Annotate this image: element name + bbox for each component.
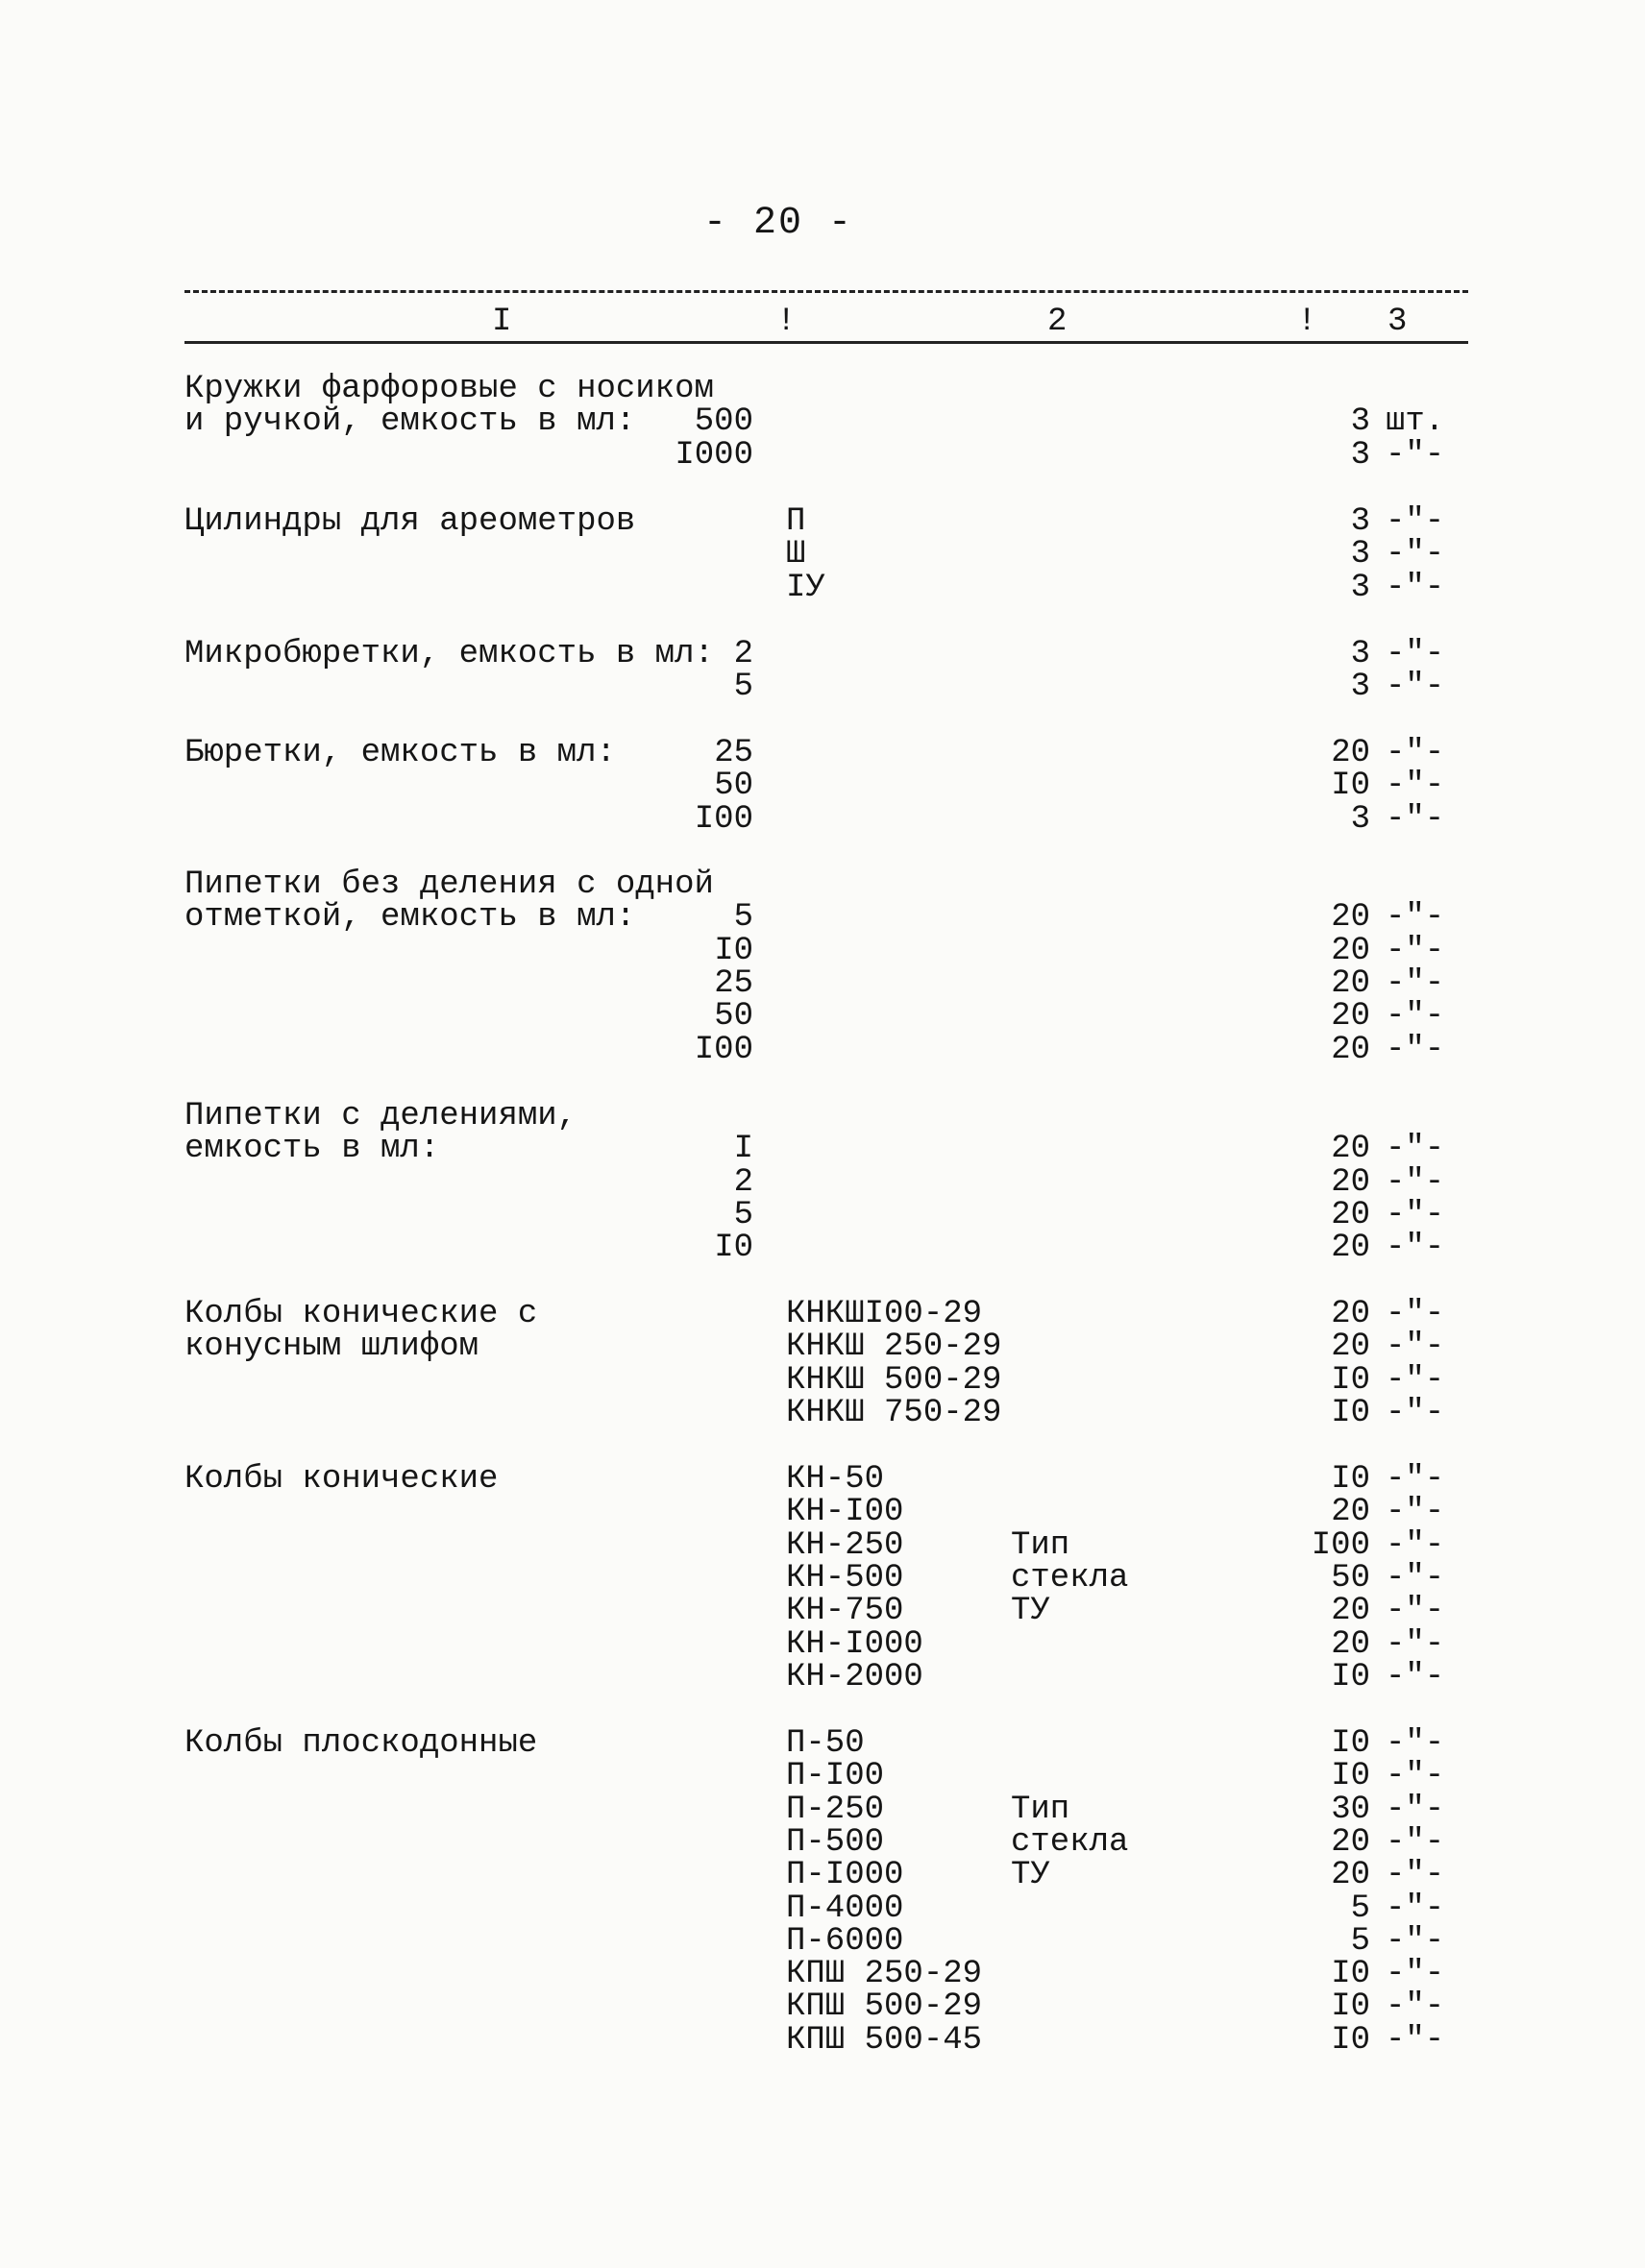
column-separator-1: ! bbox=[776, 304, 797, 340]
item-code: КН-750 bbox=[786, 1593, 904, 1630]
table-row bbox=[0, 1463, 1645, 1496]
unit: -"- bbox=[1386, 1559, 1445, 1597]
unit: -"- bbox=[1386, 1857, 1445, 1894]
column-header-2: 2 bbox=[1047, 304, 1068, 340]
item-code: П-I000 bbox=[786, 1857, 904, 1894]
quantity: 20 bbox=[1331, 1196, 1370, 1233]
unit: -"- bbox=[1386, 1361, 1445, 1399]
glass-type-note: Тип bbox=[1011, 1526, 1070, 1564]
quantity: 5 bbox=[1350, 1922, 1370, 1960]
unit: -"- bbox=[1386, 1329, 1445, 1366]
quantity: 20 bbox=[1331, 899, 1370, 937]
unit: -"- bbox=[1386, 1131, 1445, 1168]
table-row bbox=[0, 1131, 1645, 1168]
quantity: 20 bbox=[1331, 1494, 1370, 1531]
table-row bbox=[0, 1922, 1645, 1960]
glass-type-note: стекла bbox=[1011, 1559, 1129, 1597]
capacity-value: I00 bbox=[694, 800, 753, 838]
item-code: КН-250 bbox=[786, 1526, 904, 1564]
unit: -"- bbox=[1386, 569, 1445, 606]
quantity: 20 bbox=[1331, 1131, 1370, 1168]
table-row bbox=[0, 1559, 1645, 1597]
unit: -"- bbox=[1386, 1593, 1445, 1630]
quantity: I0 bbox=[1331, 1461, 1370, 1498]
unit: -"- bbox=[1386, 1988, 1445, 2026]
item-code: КПШ 500-45 bbox=[786, 2021, 983, 2059]
item-code: П bbox=[786, 503, 806, 540]
table-row bbox=[0, 1100, 1645, 1133]
unit: -"- bbox=[1386, 1196, 1445, 1233]
unit: -"- bbox=[1386, 1230, 1445, 1267]
item-name: отметкой, емкость в мл: bbox=[184, 899, 636, 937]
table-row bbox=[0, 1988, 1645, 2026]
unit: -"- bbox=[1386, 1031, 1445, 1068]
quantity: I0 bbox=[1331, 1758, 1370, 1795]
item-name: Колбы конические с bbox=[184, 1296, 538, 1332]
item-code: КПШ 500-29 bbox=[786, 1988, 983, 2026]
capacity-value: I bbox=[733, 1131, 753, 1168]
unit: -"- bbox=[1386, 1625, 1445, 1663]
table-row bbox=[0, 1892, 1645, 1925]
unit: -"- bbox=[1386, 1296, 1445, 1332]
glass-type-note: стекла bbox=[1011, 1823, 1129, 1861]
item-code: П-500 bbox=[786, 1823, 885, 1861]
table-row bbox=[0, 800, 1645, 838]
capacity-value: I0 bbox=[714, 932, 753, 969]
unit: -"- bbox=[1386, 735, 1445, 771]
quantity: I0 bbox=[1331, 1988, 1370, 2026]
table-row bbox=[0, 932, 1645, 969]
quantity: 3 bbox=[1350, 536, 1370, 573]
table-row bbox=[0, 1956, 1645, 1993]
quantity: 20 bbox=[1331, 1031, 1370, 1068]
table-row bbox=[0, 1727, 1645, 1760]
capacity-value: 500 bbox=[694, 403, 753, 441]
item-name: емкость в мл: bbox=[184, 1131, 440, 1168]
capacity-value: 25 bbox=[714, 964, 753, 1002]
table-row bbox=[0, 899, 1645, 937]
capacity-value: I0 bbox=[714, 1230, 753, 1267]
unit: -"- bbox=[1386, 1461, 1445, 1498]
item-code: П-I00 bbox=[786, 1758, 885, 1795]
quantity: 20 bbox=[1331, 1823, 1370, 1861]
unit: -"- bbox=[1386, 536, 1445, 573]
capacity-value: 50 bbox=[714, 998, 753, 1036]
item-name: и ручкой, емкость в мл: bbox=[184, 403, 636, 441]
item-code: КНКШ 750-29 bbox=[786, 1394, 1002, 1431]
capacity-value: 25 bbox=[714, 735, 753, 771]
unit: -"- bbox=[1386, 1758, 1445, 1795]
item-code: КН-500 bbox=[786, 1559, 904, 1597]
quantity: 3 bbox=[1350, 800, 1370, 838]
unit: -"- bbox=[1386, 1658, 1445, 1695]
table-row bbox=[0, 638, 1645, 671]
quantity: I00 bbox=[1311, 1526, 1370, 1564]
item-code: КНКШ 250-29 bbox=[786, 1329, 1002, 1366]
column-separator-2: ! bbox=[1297, 304, 1317, 340]
quantity: 20 bbox=[1331, 1296, 1370, 1332]
table-row bbox=[0, 1526, 1645, 1564]
unit: -"- bbox=[1386, 669, 1445, 706]
quantity: 3 bbox=[1350, 403, 1370, 441]
unit: -"- bbox=[1386, 503, 1445, 540]
unit: -"- bbox=[1386, 1956, 1445, 1993]
table-row bbox=[0, 964, 1645, 1002]
unit: -"- bbox=[1386, 1163, 1445, 1201]
table-row bbox=[0, 768, 1645, 805]
quantity: 20 bbox=[1331, 1857, 1370, 1894]
table-row bbox=[0, 1298, 1645, 1330]
glass-type-note: ТУ bbox=[1011, 1593, 1050, 1630]
table-row bbox=[0, 1793, 1645, 1826]
table-row bbox=[0, 669, 1645, 706]
item-code: IУ bbox=[786, 569, 825, 606]
table-row bbox=[0, 403, 1645, 441]
item-name: Микробюретки, емкость в мл: bbox=[184, 636, 714, 672]
unit: -"- bbox=[1386, 1922, 1445, 1960]
table-row bbox=[0, 373, 1645, 405]
quantity: 30 bbox=[1331, 1791, 1370, 1828]
unit: -"- bbox=[1386, 932, 1445, 969]
item-code: П-250 bbox=[786, 1791, 885, 1828]
quantity: 20 bbox=[1331, 964, 1370, 1002]
table-row bbox=[0, 436, 1645, 474]
quantity: 3 bbox=[1350, 636, 1370, 672]
item-code: Ш bbox=[786, 536, 806, 573]
capacity-value: 2 bbox=[733, 636, 753, 672]
item-name: Бюретки, емкость в мл: bbox=[184, 735, 616, 771]
quantity: I0 bbox=[1331, 1361, 1370, 1399]
quantity: 20 bbox=[1331, 1329, 1370, 1366]
item-code: КН-2000 bbox=[786, 1658, 923, 1695]
table-row bbox=[0, 998, 1645, 1036]
quantity: 20 bbox=[1331, 1625, 1370, 1663]
quantity: 20 bbox=[1331, 998, 1370, 1036]
table-row bbox=[0, 505, 1645, 538]
table-row bbox=[0, 1394, 1645, 1431]
item-code: П-50 bbox=[786, 1725, 865, 1762]
unit: -"- bbox=[1386, 1890, 1445, 1927]
item-code: КПШ 250-29 bbox=[786, 1956, 983, 1993]
unit: -"- bbox=[1386, 636, 1445, 672]
item-code: КН-I00 bbox=[786, 1494, 904, 1531]
item-code: КН-50 bbox=[786, 1461, 885, 1498]
column-header-1: I bbox=[492, 304, 512, 340]
quantity: I0 bbox=[1331, 2021, 1370, 2059]
quantity: 50 bbox=[1331, 1559, 1370, 1597]
capacity-value: I00 bbox=[694, 1031, 753, 1068]
capacity-value: 5 bbox=[733, 1196, 753, 1233]
unit: -"- bbox=[1386, 436, 1445, 474]
page-number: - 20 - bbox=[702, 202, 854, 245]
unit: шт. bbox=[1386, 403, 1445, 441]
item-name: Цилиндры для ареометров bbox=[184, 503, 636, 540]
quantity: I0 bbox=[1331, 1658, 1370, 1695]
unit: -"- bbox=[1386, 899, 1445, 937]
table-row bbox=[0, 868, 1645, 901]
unit: -"- bbox=[1386, 1725, 1445, 1762]
table-row bbox=[0, 1230, 1645, 1267]
table-row bbox=[0, 1625, 1645, 1663]
unit: -"- bbox=[1386, 1823, 1445, 1861]
item-code: КНКШ 500-29 bbox=[786, 1361, 1002, 1399]
table-row bbox=[0, 1658, 1645, 1695]
item-name: Колбы плоскодонные bbox=[184, 1725, 538, 1762]
quantity: I0 bbox=[1331, 1394, 1370, 1431]
column-header-3: 3 bbox=[1387, 304, 1408, 340]
glass-type-note: Тип bbox=[1011, 1791, 1070, 1828]
unit: -"- bbox=[1386, 2021, 1445, 2059]
quantity: 3 bbox=[1350, 436, 1370, 474]
capacity-value: 2 bbox=[733, 1163, 753, 1201]
capacity-value: I000 bbox=[675, 436, 753, 474]
table-row bbox=[0, 2021, 1645, 2059]
unit: -"- bbox=[1386, 800, 1445, 838]
unit: -"- bbox=[1386, 768, 1445, 805]
table-row bbox=[0, 1758, 1645, 1795]
unit: -"- bbox=[1386, 1394, 1445, 1431]
capacity-value: 5 bbox=[733, 669, 753, 706]
quantity: 3 bbox=[1350, 569, 1370, 606]
table-header-rule bbox=[184, 341, 1468, 344]
table-row bbox=[0, 1361, 1645, 1399]
table-row bbox=[0, 1494, 1645, 1531]
table-row bbox=[0, 538, 1645, 571]
capacity-value: 5 bbox=[733, 899, 753, 937]
table-row bbox=[0, 1163, 1645, 1201]
unit: -"- bbox=[1386, 1791, 1445, 1828]
item-code: КН-I000 bbox=[786, 1625, 923, 1663]
table-row bbox=[0, 1329, 1645, 1366]
item-name: Пипетки без деления с одной bbox=[184, 866, 714, 903]
quantity: 20 bbox=[1331, 1230, 1370, 1267]
table-row bbox=[0, 1593, 1645, 1630]
item-code: КНКШI00-29 bbox=[786, 1296, 983, 1332]
item-name: Пипетки с делениями, bbox=[184, 1098, 577, 1134]
table-top-rule bbox=[184, 290, 1468, 293]
quantity: I0 bbox=[1331, 1725, 1370, 1762]
item-code: П-6000 bbox=[786, 1922, 904, 1960]
table-row bbox=[0, 737, 1645, 769]
unit: -"- bbox=[1386, 1494, 1445, 1531]
item-name: Колбы конические bbox=[184, 1461, 499, 1498]
glass-type-note: ТУ bbox=[1011, 1857, 1050, 1894]
quantity: 20 bbox=[1331, 932, 1370, 969]
table-row bbox=[0, 1031, 1645, 1068]
table-row bbox=[0, 569, 1645, 606]
unit: -"- bbox=[1386, 964, 1445, 1002]
capacity-value: 50 bbox=[714, 768, 753, 805]
quantity: 3 bbox=[1350, 503, 1370, 540]
quantity: 3 bbox=[1350, 669, 1370, 706]
table-row bbox=[0, 1857, 1645, 1894]
unit: -"- bbox=[1386, 1526, 1445, 1564]
item-name: конусным шлифом bbox=[184, 1329, 479, 1366]
item-name: Кружки фарфоровые с носиком bbox=[184, 371, 714, 407]
quantity: 20 bbox=[1331, 1163, 1370, 1201]
table-row bbox=[0, 1196, 1645, 1233]
quantity: 5 bbox=[1350, 1890, 1370, 1927]
table-row bbox=[0, 1823, 1645, 1861]
quantity: 20 bbox=[1331, 735, 1370, 771]
unit: -"- bbox=[1386, 998, 1445, 1036]
quantity: 20 bbox=[1331, 1593, 1370, 1630]
quantity: I0 bbox=[1331, 768, 1370, 805]
item-code: П-4000 bbox=[786, 1890, 904, 1927]
quantity: I0 bbox=[1331, 1956, 1370, 1993]
